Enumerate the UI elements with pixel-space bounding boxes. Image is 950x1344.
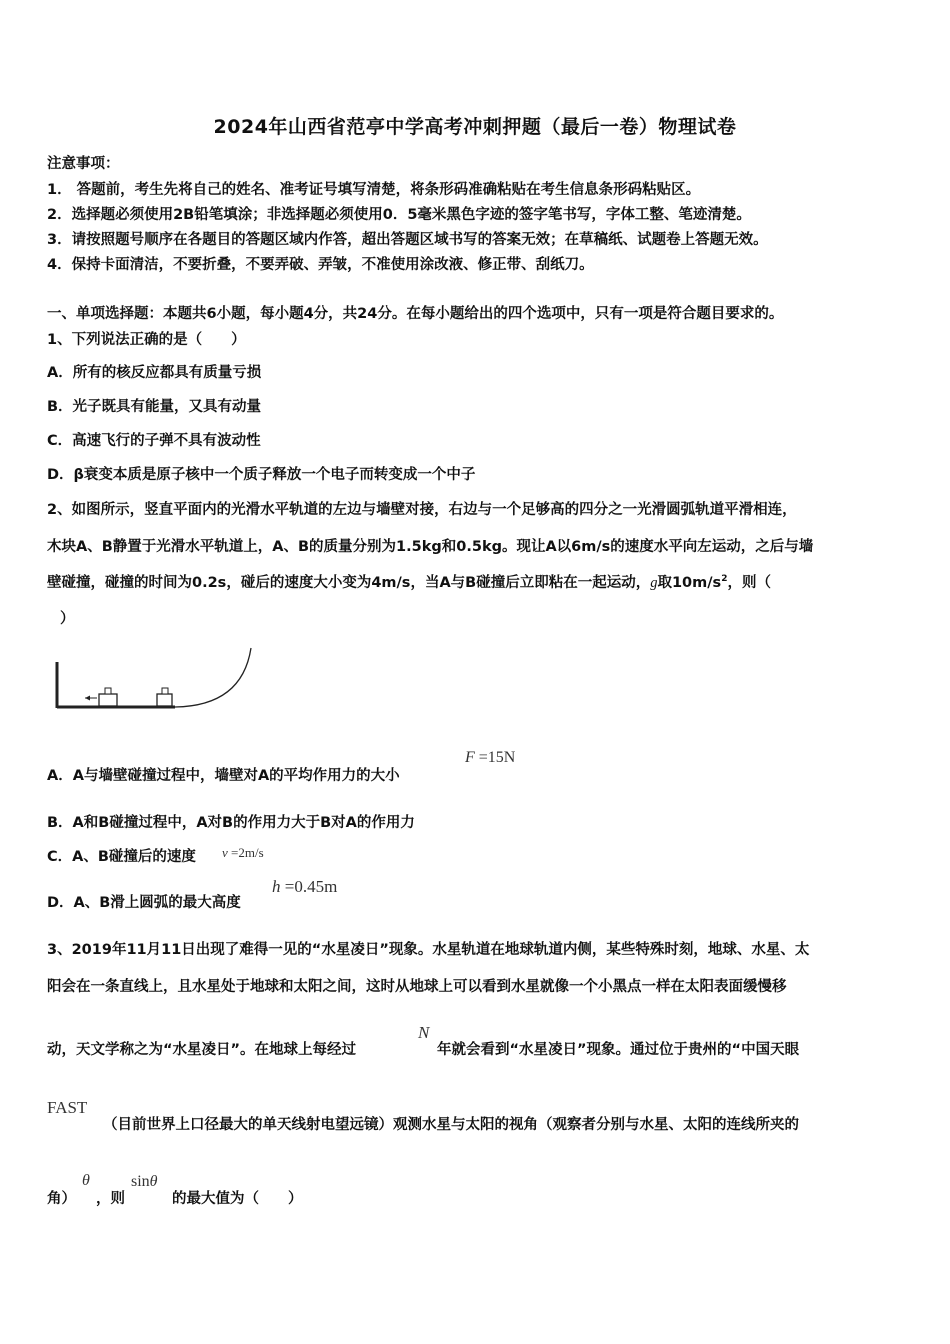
section-heading: 一、单项选择题：本题共6小题，每小题4分，共24分。在每小题给出的四个选项中，只有一项是符合题目要求的。 <box>47 306 784 322</box>
block-b-label <box>162 688 168 694</box>
q3-var-n: N <box>418 1023 430 1042</box>
q3-line4: （目前世界上口径最大的单天线射电望远镜）观测水星与太阳的视角（观察者分别与水星、太阳的连线所夹的 <box>103 1117 799 1133</box>
q2-stem-line3: 壁碰撞，碰撞的时间为0.2s，碰后的速度大小变为4m/s，当A与B碰撞后立即粘在一起运动，g取$10m/s^2$，则（ <box>47 574 771 591</box>
q3-line1: 3、2019年11月11日出现了难得一见的“水星凌日”现象。水星轨道在地球轨道内侧，某些特殊时刻，地球、水星、太 <box>47 942 810 958</box>
q1-option-a: A．所有的核反应都具有质量亏损 <box>47 365 262 381</box>
block-b <box>157 694 172 706</box>
q3-fast: FAST <box>47 1098 88 1117</box>
q2-stem-line2: 木块A、B静置于光滑水平轨道上，A、B的质量分别为1.5kg和0.5kg。现让A以6m/s的速度水平向左运动，之后与墙 <box>47 539 814 555</box>
track-diagram <box>47 644 262 714</box>
q1-stem: 1、下列说法正确的是（ ） <box>47 332 246 348</box>
q1-option-c: C．高速飞行的子弹不具有波动性 <box>47 433 261 449</box>
q2-option-b: B．A和B碰撞过程中，A对B的作用力大于B对A的作用力 <box>47 815 415 831</box>
q3-line5-c: 的最大值为（ ） <box>172 1191 303 1207</box>
q2-option-c-formula: v =2m/s <box>222 845 264 860</box>
arrowhead <box>85 696 90 701</box>
page-title: 2024年山西省范亭中学高考冲刺押题（最后一卷）物理试卷 <box>213 116 737 138</box>
q2-stem-line1: 2、如图所示，竖直平面内的光滑水平轨道的左边与墙壁对接，右边与一个足够高的四分之一光滑圆弧轨道平滑相连， <box>47 502 797 518</box>
q3-sin-theta: sinθ <box>131 1173 158 1190</box>
q1-option-b: B．光子既具有能量，又具有动量 <box>47 399 262 415</box>
q2-option-c: C．A、B碰撞后的速度 <box>47 849 196 865</box>
q2-option-a-formula: F =15N <box>465 749 516 766</box>
q3-line5-b: ，则 <box>96 1191 125 1207</box>
q3-line2: 阳会在一条直线上，且水星处于地球和太阳之间，这时从地球上可以看到水星就像一个小黑点一样在太阳表面缓慢移 <box>47 979 787 995</box>
q3-line5-a: 角） <box>47 1191 76 1207</box>
note-item-4: 4．保持卡面清洁，不要折叠，不要弄破、弄皱，不准使用涂改液、修正带、刮纸刀。 <box>47 257 594 273</box>
note-item-2: 2．选择题必须使用2B铅笔填涂；非选择题必须使用0．5毫米黑色字迹的签字笔书写，字体工整、笔迹清楚。 <box>47 207 751 223</box>
q2-option-a: A．A与墙壁碰撞过程中，墙壁对A的平均作用力的大小 <box>47 768 400 784</box>
q3-line3-a: 动，天文学称之为“水星凌日”。在地球上每经过 <box>47 1042 357 1058</box>
block-a <box>99 694 117 706</box>
q2-stem-line4: ） <box>60 611 75 627</box>
var-g: g <box>650 575 658 591</box>
block-a-label <box>105 688 111 694</box>
note-item-3: 3．请按照题号顺序在各题目的答题区域内作答，超出答题区域书写的答案无效；在草稿纸、试题卷上答题无效。 <box>47 232 768 248</box>
q2-option-d: D．A、B滑上圆弧的最大高度 <box>47 895 241 911</box>
q2-option-d-formula: h =0.45m <box>272 877 338 896</box>
q3-theta: θ <box>82 1172 90 1189</box>
arc-track <box>175 648 251 707</box>
note-item-1: 1． 答题前，考生先将自己的姓名、准考证号填写清楚，将条形码准确粘贴在考生信息条形码粘贴区。 <box>47 182 701 198</box>
notes-heading: 注意事项： <box>47 156 120 172</box>
q1-option-d: D．β衰变本质是原子核中一个质子释放一个电子而转变成一个中子 <box>47 467 476 483</box>
q3-line3-b: 年就会看到“水星凌日”现象。通过位于贵州的“中国天眼 <box>437 1042 800 1058</box>
